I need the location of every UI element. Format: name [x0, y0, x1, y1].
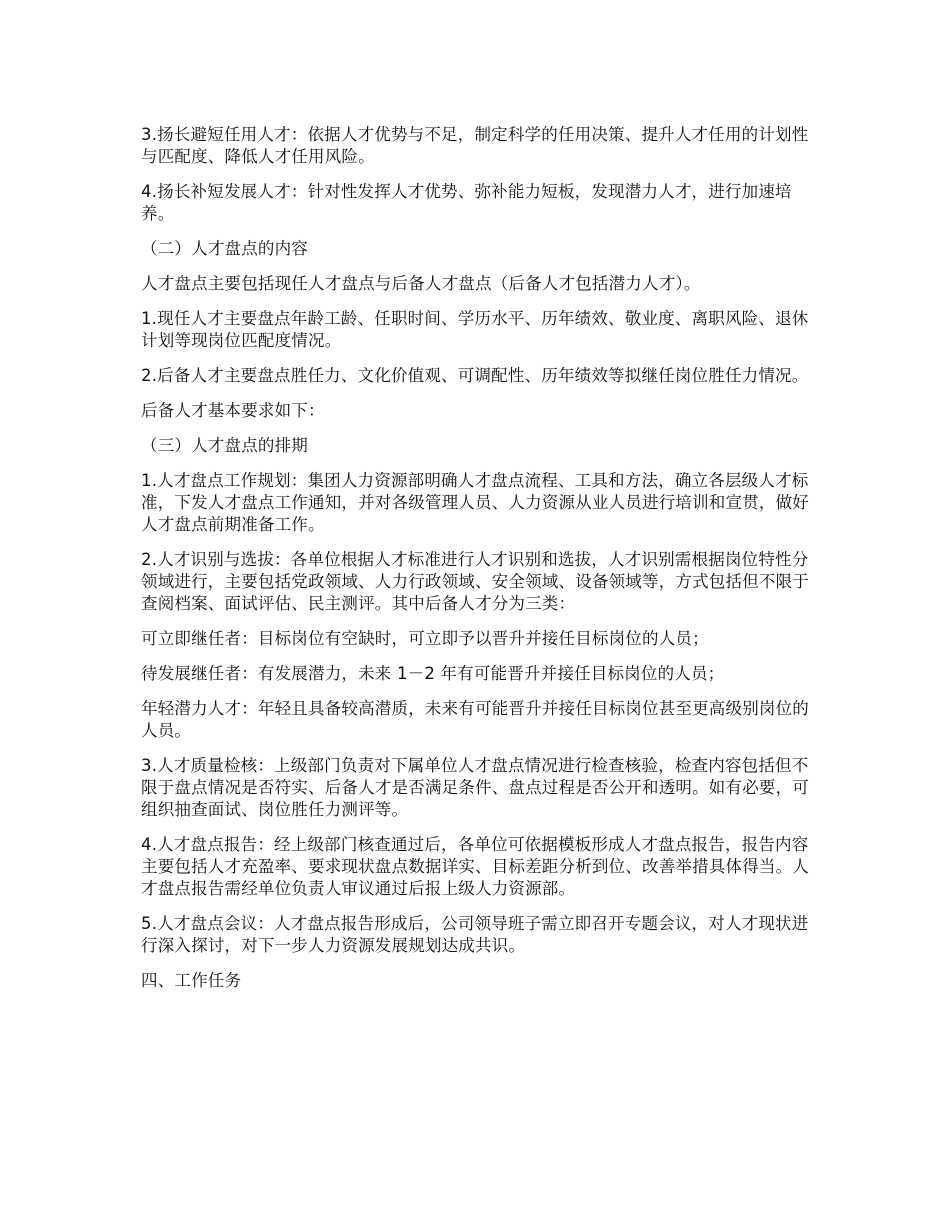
paragraph-inventory-meeting: 5.人才盘点会议：人才盘点报告形成后，公司领导班子需立即召开专题会议，对人才现状进行深入探讨，对下一步人力资源发展规划达成共识。: [141, 914, 809, 955]
document-page: [141, 124, 813, 1005]
section-heading-schedule: （三）人才盘点的排期: [141, 436, 308, 455]
paragraph-develop-talent: 4.扬长补短发展人才：针对性发挥人才优势、弥补能力短板，发现潜力人才，进行加速培养。: [141, 182, 792, 223]
paragraph-current-talent: 1.现任人才主要盘点年龄工龄、任职时间、学历水平、历年绩效、敬业度、离职风险、退休计划等现岗位匹配度情况。: [141, 309, 809, 350]
paragraph-reserve-requirements: 后备人才基本要求如下：: [141, 401, 325, 420]
section-heading-tasks: 四、工作任务: [141, 971, 242, 990]
paragraph-reserve-talent: 2.后备人才主要盘点胜任力、文化价值观、可调配性、历年绩效等拟继任岗位胜任力情况。: [141, 366, 809, 385]
paragraph-content-overview: 人才盘点主要包括现任人才盘点与后备人才盘点（后备人才包括潜力人才）。: [141, 274, 701, 293]
paragraph-work-planning: 1.人才盘点工作规划：集团人力资源部明确人才盘点流程、工具和方法，确立各层级人才标准，下发人才盘点工作通知，并对各级管理人员、人力资源从业人员进行培训和宣贯，做好人才盘点前期准备工作。: [141, 471, 809, 534]
paragraph-identification-selection: 2.人才识别与选拔：各单位根据人才标准进行人才识别和选拔，人才识别需根据岗位特性分领域进行，主要包括党政领域、人力行政领域、安全领域、设备领域等，方式包括但不限于查阅档案、面试评估、民主测评。其中后备人才分为三类：: [141, 550, 809, 613]
paragraph-quality-check: 3.人才质量检核：上级部门负责对下属单位人才盘点情况进行检查核验，检查内容包括但不限于盘点情况是否符实、后备人才是否满足条件、盘点过程是否公开和透明。如有必要，可组织抽查面试、岗位胜任力测评等。: [141, 756, 809, 819]
paragraph-inventory-report: 4.人才盘点报告：经上级部门核查通过后，各单位可依据模板形成人才盘点报告，报告内容主要包括人才充盈率、要求现状盘点数据详实、目标差距分析到位、改善举措具体得当。人才盘点报告需经单位负责人审议通过后报上级人力资源部。: [141, 835, 809, 898]
paragraph-developing-successor: 待发展继任者：有发展潜力，未来 1－2 年有可能晋升并接任目标岗位的人员；: [141, 664, 725, 683]
paragraph-immediate-successor: 可立即继任者：目标岗位有空缺时，可立即予以晋升并接任目标岗位的人员；: [141, 629, 709, 648]
paragraph-deploy-talent: 3.扬长避短任用人才：依据人才优势与不足，制定科学的任用决策、提升人才任用的计划性与匹配度、降低人才任用风险。: [141, 125, 809, 166]
paragraph-young-potential: 年轻潜力人才：年轻且具备较高潜质，未来有可能晋升并接任目标岗位甚至更高级别岗位的人员。: [141, 699, 809, 740]
section-heading-content: （二）人才盘点的内容: [141, 239, 308, 258]
